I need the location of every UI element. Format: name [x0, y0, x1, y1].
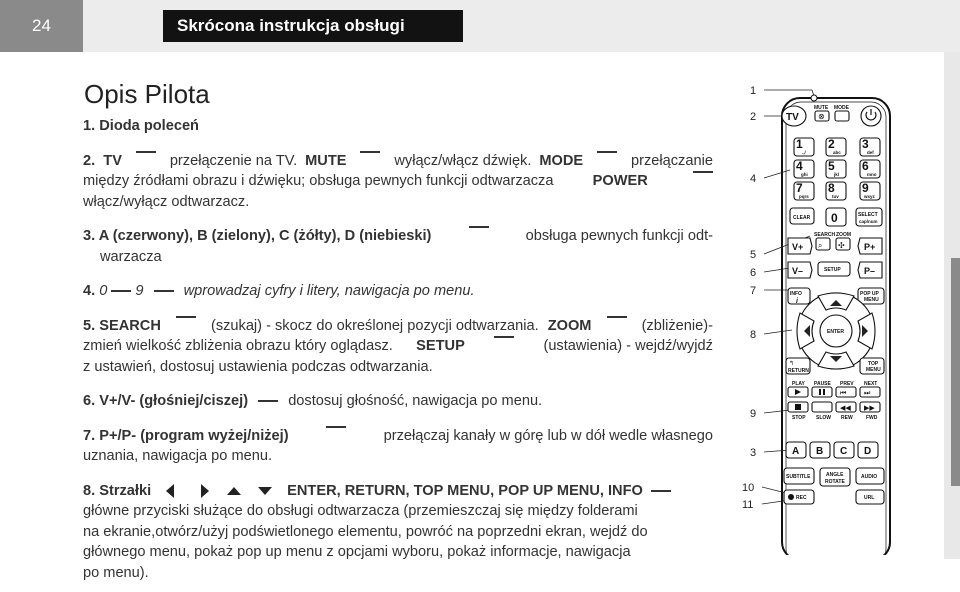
key-7-label: 7 — [796, 181, 803, 195]
item-4-desc: wprowadzaj cyfry i litery, nawigacja po menu. — [183, 283, 475, 299]
next-icon: ⏭ — [864, 390, 871, 397]
zoom-desc: (zbliżenie)- — [641, 317, 713, 334]
arrow-right-icon — [198, 484, 212, 498]
prev-label: PREV — [840, 381, 854, 387]
item-6 — [83, 391, 713, 412]
volume-up-label: V+ — [792, 242, 804, 252]
select-label: SELECT — [858, 212, 878, 218]
enter-label: ENTER — [827, 329, 844, 335]
item-7-desc: przełączaj kanały w górę lub w dół wedle własnego — [383, 427, 713, 444]
key-2-label: 2 — [828, 137, 835, 151]
dash — [494, 336, 514, 338]
callout-11: 11 — [742, 499, 754, 511]
subtitle-label: SUBTITLE — [786, 474, 811, 480]
item-8-line-5: po menu). — [83, 564, 149, 581]
mute-key: MUTE — [305, 152, 347, 169]
callout-8: 8 — [750, 329, 757, 341]
key-5-label: 5 — [828, 159, 835, 173]
info-label: INFO — [790, 291, 802, 297]
item-3 — [83, 226, 713, 267]
arrow-left-icon — [163, 484, 177, 498]
pause-icon — [819, 389, 821, 395]
volume-down-label: V– — [792, 266, 804, 276]
page-edge-tab — [944, 52, 960, 559]
search-key: SEARCH — [99, 317, 161, 334]
program-up-label: P+ — [864, 242, 876, 252]
return-icon: ↰ — [789, 361, 795, 367]
zoom-desc-cont: zmień wielkość zbliżenia obrazu który oglądasz. — [83, 338, 393, 354]
item-2-line-2 — [83, 171, 713, 192]
callout-1: 1 — [750, 85, 757, 97]
key-3-label: 3 — [862, 137, 869, 151]
dash — [469, 226, 489, 228]
dash — [326, 426, 346, 428]
mute-desc: wyłącz/włącz dźwięk. — [394, 152, 532, 169]
rew-label: REW — [841, 415, 853, 421]
callout-10: 10 — [742, 482, 755, 494]
tv-button-label: TV — [786, 112, 799, 123]
item-4 — [83, 281, 713, 302]
key-5-letters: jkl — [834, 172, 840, 177]
pause-button[interactable] — [812, 387, 832, 397]
slow-button[interactable] — [812, 402, 832, 412]
item-5 — [83, 316, 713, 378]
info-icon: i — [796, 298, 798, 305]
key-1-label: 1 — [796, 137, 803, 151]
key-6-letters: mno — [867, 172, 877, 177]
rec-label: REC — [796, 495, 807, 501]
prev-icon: ⏮ — [840, 390, 847, 397]
next-label: NEXT — [864, 381, 878, 387]
item-4-range-start: 0 — [99, 283, 108, 299]
item-4-number: 4. — [83, 283, 96, 299]
item-5-line-3: z ustawień, dostosuj ustawienia podczas odtwarzania. — [83, 358, 433, 375]
callout-7: 7 — [750, 285, 757, 297]
c-label: C — [840, 446, 848, 457]
pause-label: PAUSE — [814, 381, 831, 387]
section-title: Skrócona instrukcja obsługi — [163, 10, 463, 42]
digit-keypad — [790, 137, 882, 226]
page-number: 24 — [0, 0, 83, 52]
dash — [651, 490, 671, 492]
edge-tab-marker — [951, 258, 960, 486]
item-8-line-3: na ekranie,otwórz/użyj podświetlonego elementu, powróć na poprzedni ekran, wejdź do — [83, 523, 648, 540]
popup-label: POP UP — [860, 291, 879, 297]
item-8-line-4: głównego menu, pokaż pop up menu z opcjami wyboru, pokaż informacje, nawigacja — [83, 544, 631, 560]
callout-3: 3 — [750, 447, 757, 459]
slow-label: SLOW — [816, 415, 831, 421]
item-5-line-1 — [83, 316, 713, 337]
item-7-label: P+/P- (program wyżej/niżej) — [99, 427, 289, 444]
top-menu-label: TOP — [868, 361, 879, 367]
clear-label: CLEAR — [793, 215, 811, 221]
item-1-number: 1. — [83, 118, 96, 134]
mode-key: MODE — [539, 152, 584, 169]
item-3-number: 3. — [83, 228, 96, 244]
key-4-label: 4 — [796, 159, 803, 173]
item-8-line-1 — [83, 481, 713, 502]
callout-5: 5 — [750, 249, 757, 261]
rewind-icon: ◀◀ — [840, 405, 851, 412]
item-4-range-end: 9 — [135, 283, 144, 299]
key-2-letters: abc — [833, 150, 841, 155]
rotate-label: ROTATE — [825, 479, 845, 485]
url-label: URL — [864, 495, 875, 501]
item-8-keys: ENTER, RETURN, TOP MENU, POP UP MENU, INFO — [287, 482, 643, 499]
item-8-number: 8. — [83, 482, 96, 499]
item-8-line-2: główne przyciski służące do obsługi odtwarzacza (przemieszczaj się między folderami — [83, 503, 638, 519]
key-7-letters: pqrs — [799, 194, 809, 199]
select-sub-label: cap/num — [859, 219, 878, 224]
item-7 — [83, 426, 713, 467]
key-8-label: 8 — [828, 181, 835, 195]
item-8 — [83, 481, 713, 584]
stop-label: STOP — [792, 415, 806, 421]
tv-desc: przełączenie na TV. — [169, 152, 298, 169]
item-3-label: A (czerwony), B (zielony), C (żółty), D (niebieski) — [98, 228, 432, 244]
key-6-label: 6 — [862, 159, 869, 173]
remote-description — [83, 78, 713, 592]
search-icon: ⌕ — [818, 241, 823, 250]
item-2-line-3: włącz/wyłącz odtwarzacz. — [83, 193, 250, 210]
item-5-number: 5. — [83, 317, 96, 334]
callout-9: 9 — [750, 408, 757, 420]
item-2 — [83, 151, 713, 213]
item-1-label: Dioda poleceń — [99, 118, 199, 134]
dash — [111, 290, 131, 292]
callout-6: 6 — [750, 267, 757, 279]
item-3-line-1 — [83, 226, 713, 247]
page-header — [0, 0, 960, 52]
search-desc: (szukaj) - skocz do określonej pozycji odtwarzania. — [210, 317, 539, 334]
key-4-letters: ghi — [801, 172, 808, 177]
key-8-letters: tuv — [832, 194, 839, 199]
b-label: B — [816, 446, 824, 457]
arrow-down-icon — [258, 484, 272, 498]
item-8-label: Strzałki — [99, 482, 152, 499]
popup-label-2: MENU — [864, 297, 879, 303]
remote-control-illustration — [730, 80, 944, 555]
play-label: PLAY — [792, 381, 805, 387]
mute-label: MUTE — [814, 105, 829, 111]
angle-label: ANGLE — [826, 472, 844, 478]
led-indicator — [811, 95, 817, 101]
dash — [360, 151, 380, 153]
mode-desc: przełączanie — [631, 152, 713, 169]
mute-icon: ⊗ — [818, 112, 825, 121]
dash — [597, 151, 617, 153]
search-label: SEARCH — [814, 232, 836, 238]
dash — [154, 290, 174, 292]
callout-2: 2 — [750, 111, 757, 123]
item-2-number: 2. — [83, 152, 96, 169]
zoom-icon: ✣ — [838, 241, 845, 250]
setup-desc: (ustawienia) - wejdź/wyjdź — [543, 338, 713, 354]
return-label: RETURN — [788, 368, 809, 374]
key-9-letters: wxyz — [864, 194, 875, 199]
dash — [607, 316, 627, 318]
key-1-letters: .,/ — [802, 150, 806, 155]
item-7-line-1 — [83, 426, 713, 447]
arrow-up-icon — [227, 484, 241, 498]
item-6-desc: dostosuj głośność, nawigacja po menu. — [288, 393, 543, 409]
program-down-label: P– — [864, 266, 876, 276]
audio-label: AUDIO — [861, 474, 878, 480]
dash — [176, 316, 196, 318]
setup-key: SETUP — [416, 338, 465, 354]
item-7-number: 7. — [83, 427, 96, 444]
fwd-label: FWD — [866, 415, 878, 421]
mode-button[interactable] — [835, 111, 849, 121]
power-key: POWER — [592, 173, 648, 189]
item-2-text: między źródłami obrazu i dźwięku; obsługa pewnych funkcji odtwarzacza — [83, 173, 554, 189]
tv-key: TV — [103, 152, 122, 169]
mode-label: MODE — [834, 105, 849, 111]
item-2-line-1 — [83, 151, 713, 172]
key-9-label: 9 — [862, 181, 869, 195]
page-title: Opis Pilota — [84, 79, 210, 109]
callout-4: 4 — [750, 173, 757, 185]
dash — [136, 151, 156, 153]
key-0-label: 0 — [831, 211, 838, 225]
item-5-line-2 — [83, 336, 713, 357]
record-icon — [788, 494, 794, 500]
a-label: A — [792, 446, 800, 457]
d-label: D — [864, 446, 872, 457]
key-3-letters: def — [867, 150, 874, 155]
zoom-label: ZOOM — [836, 232, 851, 238]
item-7-line-2: uznania, nawigacja po menu. — [83, 448, 273, 464]
fast-forward-icon: ▶▶ — [864, 405, 875, 412]
zoom-key: ZOOM — [547, 317, 592, 334]
top-menu-label-2: MENU — [866, 367, 881, 373]
dash — [258, 400, 278, 402]
setup-label: SETUP — [824, 267, 841, 273]
item-6-number: 6. — [83, 393, 96, 409]
item-6-label: V+/V- (głośniej/ciszej) — [99, 393, 249, 409]
item-3-line-2: warzacza — [100, 248, 162, 265]
item-1 — [83, 116, 713, 137]
stop-icon — [795, 404, 801, 410]
dash — [693, 171, 713, 173]
item-3-desc: obsługa pewnych funkcji odt- — [525, 228, 713, 244]
